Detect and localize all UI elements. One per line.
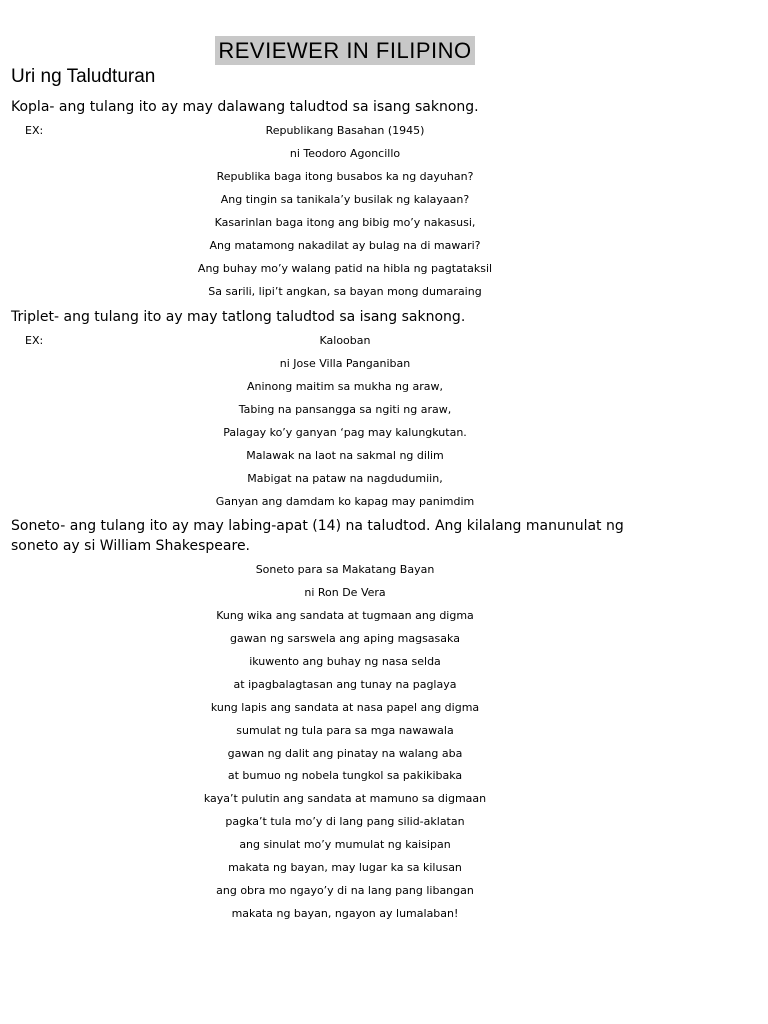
- poem-line: makata ng bayan, ngayon ay lumalaban!: [231, 907, 459, 920]
- kopla-poem-author: ni Teodoro Agoncillo: [289, 147, 401, 160]
- poem-line: gawan ng sarswela ang aping magsasaka: [230, 632, 460, 645]
- kopla-example-label: EX:: [25, 124, 44, 137]
- poem-line: Ang buhay mo’y walang patid na hibla ng pagtataksil: [197, 262, 493, 275]
- poem-line: sumulat ng tula para sa mga nawawala: [236, 724, 454, 737]
- poem-line: Ang tingin sa tanikala’y busilak ng kalayaan?: [220, 193, 470, 206]
- soneto-poem-title: Soneto para sa Makatang Bayan: [255, 563, 435, 576]
- poem-line: ang obra mo ngayo’y di na lang pang libangan: [216, 884, 474, 897]
- poem-line: Palagay ko’y ganyan ‘pag may kalungkutan.: [223, 426, 467, 439]
- soneto-poem-author: ni Ron De Vera: [304, 586, 386, 599]
- poem-line: gawan ng dalit ang pinatay na walang aba: [227, 747, 463, 760]
- poem-line: Sa sarili, lipi’t angkan, sa bayan mong dumaraing: [208, 285, 482, 298]
- triplet-poem-title: Kalooban: [319, 334, 371, 347]
- poem-line: Kasarinlan baga itong ang bibig mo’y nakasusi,: [214, 216, 476, 229]
- triplet-poem-author: ni Jose Villa Panganiban: [279, 357, 411, 370]
- kopla-heading: Kopla- ang tulang ito ay may dalawang taludtod sa isang saknong.: [11, 99, 479, 115]
- poem-line: at bumuo ng nobela tungkol sa pakikibaka: [227, 769, 463, 782]
- poem-line: Ang matamong nakadilat ay bulag na di mawari?: [209, 239, 481, 252]
- poem-line: Tabing na pansangga sa ngiti ng araw,: [238, 403, 452, 416]
- soneto-heading: Soneto- ang tulang ito ay may labing-apat (14) na taludtod. Ang kilalang manunulat ng soneto ay si William Shakespeare.: [11, 518, 624, 554]
- triplet-example-label: EX:: [25, 334, 44, 347]
- subtitle: Uri ng Taludturan: [11, 66, 156, 87]
- poem-line: Kung wika ang sandata at tugmaan ang digma: [216, 609, 474, 622]
- poem-line: Mabigat na pataw na nagdudumiin,: [247, 472, 443, 485]
- poem-line: makata ng bayan, may lugar ka sa kilusan: [228, 861, 462, 874]
- triplet-heading: Triplet- ang tulang ito ay may tatlong taludtod sa isang saknong.: [11, 309, 466, 325]
- kopla-poem-title: Republikang Basahan (1945): [265, 124, 425, 137]
- poem-line: Ganyan ang damdam ko kapag may panimdim: [215, 495, 475, 508]
- page-title: REVIEWER IN FILIPINO: [215, 36, 474, 65]
- poem-line: kung lapis ang sandata at nasa papel ang digma: [210, 701, 480, 714]
- poem-line: at ipagbalagtasan ang tunay na paglaya: [233, 678, 457, 691]
- poem-line: pagka’t tula mo’y di lang pang silid-aklatan: [225, 815, 465, 828]
- poem-line: Aninong maitim sa mukha ng araw,: [247, 380, 443, 393]
- poem-line: ang sinulat mo’y mumulat ng kaisipan: [239, 838, 451, 851]
- poem-line: kaya’t pulutin ang sandata at mamuno sa digmaan: [203, 792, 487, 805]
- poem-line: Malawak na laot na sakmal ng dilim: [246, 449, 444, 462]
- poem-line: Republika baga itong busabos ka ng dayuhan?: [216, 170, 474, 183]
- title-container: [0, 36, 690, 65]
- poem-line: ikuwento ang buhay ng nasa selda: [249, 655, 441, 668]
